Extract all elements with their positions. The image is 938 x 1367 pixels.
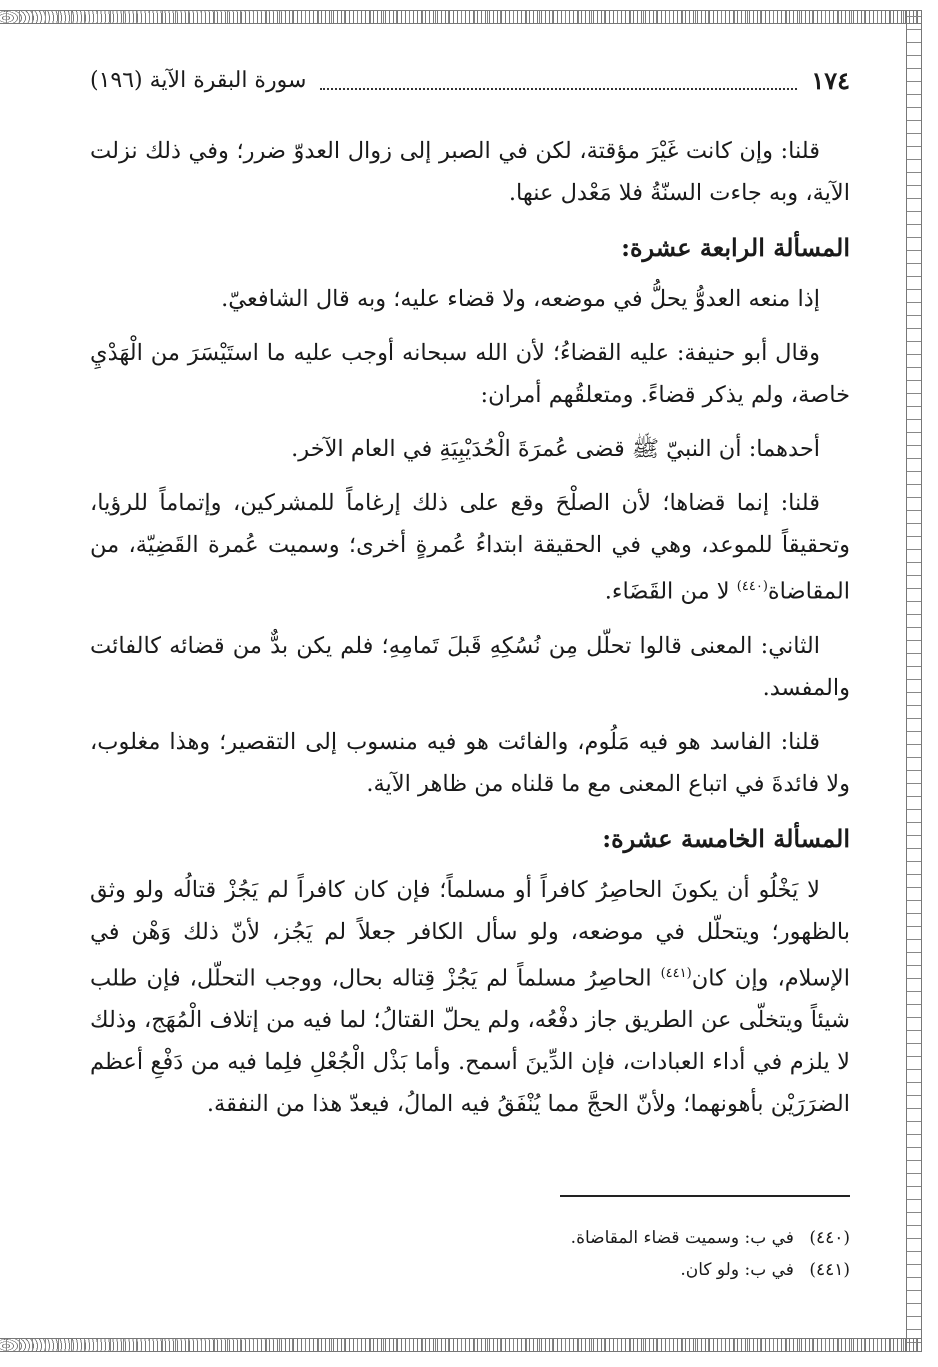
paragraph-text: لا من القَضَاء. bbox=[604, 578, 737, 605]
paragraph: قلنا: الفاسد هو فيه مَلُوم، والفائت هو فيه منسوب إلى التقصير؛ وهذا مغلوب، ولا فائدةَ في اتباع المعنى مع ما قلناه من ظاهر الآية. bbox=[90, 728, 850, 797]
paragraph-text: لا يَخْلُو أن يكونَ الحاصِرُ كافراً أو مسلماً؛ فإن كان كافراً لم يَجُزْ قتالُه ولو وثق بالظهور؛ ويتحلّل في موضعه، ولو سأل الكافر جعلاً لم يَجُز، لأنّ ذلك وَهْن في الإسلام، وإن كان bbox=[90, 876, 850, 991]
paragraph bbox=[90, 482, 850, 613]
footnote bbox=[90, 1222, 850, 1254]
footnote-separator bbox=[560, 1195, 850, 1197]
paragraph: الثاني: المعنى قالوا تحلّل مِن نُسُكِهِ قَبلَ تَمامِهِ؛ فلم يكن بدٌّ من قضائه كالفائت والمفسد. bbox=[90, 632, 850, 701]
footnotes bbox=[90, 1222, 850, 1286]
paragraph: أحدهما: أن النبيّ ﷺ قضى عُمرَةَ الْحُدَيْبِيَةِ في العام الآخر. bbox=[291, 436, 820, 462]
paragraph: إذا منعه العدوُّ يحلُّ في موضعه، ولا قضاء عليه؛ وبه قال الشافعيّ. bbox=[221, 286, 820, 312]
paragraph-text: قلنا: إنما قضاها؛ لأن الصلْحَ وقع على ذلك إرغاماً للمشركين، وإتماماً للرؤيا، وتحقيقاً للموعد، وهي في الحقيقة ابتداءُ عُمرةٍ أخرى؛ وسميت عُمرة القَضِيّة، من المقاضاة bbox=[90, 490, 850, 605]
footnote bbox=[90, 1254, 850, 1286]
decorative-border-bottom bbox=[0, 1338, 922, 1352]
paragraph-text: الحاصِرُ مسلماً لم يَجُزْ قِتاله بحال، ووجب التحلّل، فإن طلب شيئاً ويتخلّى عن الطريق جاز دفْعُه، ولم يحلّ القتالُ؛ لما فيه من إتلاف الْمُهَج، وذلك لا يلزم في أداء العبادات، فإن الدِّينَ أسمح. وأما بَذْل الْجُعْلِ فلِما فيه من دَفْعِ أعظم الضرَرَيْن بأهونهما؛ ولأنّ الحجَّ مما يُنْفَقُ فيه المالُ، فيعدّ هذا من النفقة. bbox=[90, 965, 850, 1117]
paragraph: وقال أبو حنيفة: عليه القضاءُ؛ لأن الله سبحانه أوجب عليه ما استَيْسَرَ من الْهَدْيِ خاصة، ولم يذكر قضاءً. ومتعلقُهم أمران: bbox=[90, 340, 850, 408]
footnote-text: في ب: ولو كان. bbox=[680, 1260, 794, 1280]
decorative-border-top bbox=[0, 10, 922, 24]
paragraph: قلنا: وإن كانت غَيْرَ مؤقتة، لكن في الصبر إلى زوال العدوّ ضرر؛ وفي ذلك نزلت الآية، وبه جاءت السنّةُ فلا مَعْدل عنها. bbox=[90, 138, 850, 206]
paragraph bbox=[90, 869, 850, 1126]
footnote-number: (٤٤١) bbox=[809, 1260, 850, 1280]
footnote-ref: (٤٤١) bbox=[660, 965, 692, 981]
footnote-text: في ب: وسميت قضاء المقاضاة. bbox=[570, 1228, 794, 1248]
page-number: ١٧٤ bbox=[811, 65, 850, 95]
footnote-ref: (٤٤٠) bbox=[736, 579, 768, 594]
decorative-border-right bbox=[906, 10, 922, 1352]
page-header bbox=[90, 60, 850, 100]
book-page bbox=[90, 60, 850, 1320]
section-heading: المسألة الرابعة عشرة: bbox=[621, 233, 850, 262]
section-heading: المسألة الخامسة عشرة: bbox=[602, 823, 850, 853]
running-title: سورة البقرة الآية (١٩٦) bbox=[90, 67, 307, 93]
page-body bbox=[90, 130, 850, 1125]
footnote-number: (٤٤٠) bbox=[809, 1228, 850, 1248]
header-dotted-leader bbox=[320, 74, 797, 90]
